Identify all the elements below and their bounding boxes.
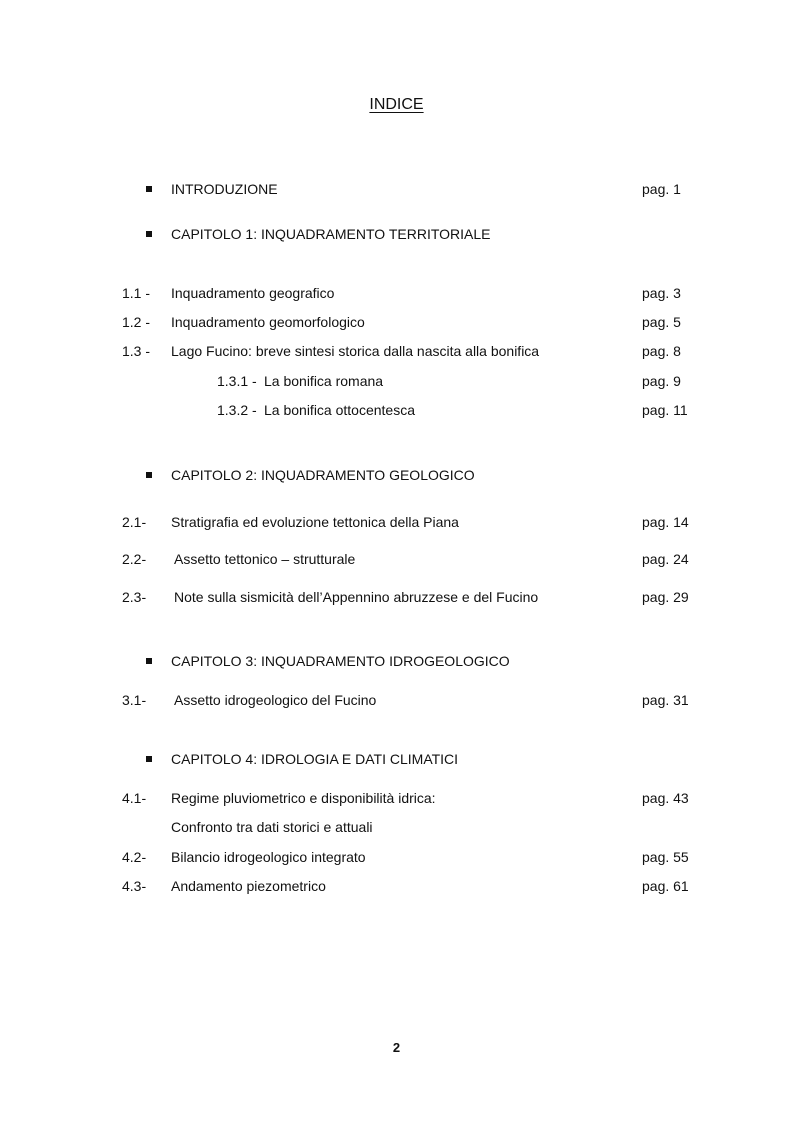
- toc-entry-text: Regime pluviometrico e disponibilità idrica:: [171, 790, 436, 806]
- chapter-heading-text: CAPITOLO 4: IDROLOGIA E DATI CLIMATICI: [171, 751, 459, 767]
- chapter-heading-text: CAPITOLO 3: INQUADRAMENTO IDROGEOLOGICO: [171, 653, 510, 669]
- toc-chapter-heading[interactable]: [0, 749, 793, 769]
- toc-entry-text: Stratigrafia ed evoluzione tettonica della Piana: [171, 514, 459, 530]
- toc-entry[interactable]: [0, 312, 793, 332]
- toc-entry[interactable]: [0, 847, 793, 867]
- toc-entry-number: 1.1 -: [122, 285, 151, 301]
- toc-entry-number: 4.2-: [122, 849, 147, 865]
- bullet-icon: [146, 472, 152, 478]
- toc-entry-text: Lago Fucino: breve sintesi storica dalla nascita alla bonifica: [171, 343, 540, 359]
- toc-entry[interactable]: [0, 341, 793, 361]
- toc-entry-text: Note sulla sismicità dell’Appennino abruzzese e del Fucino: [174, 589, 539, 605]
- toc-entry-text: Assetto tettonico – strutturale: [174, 551, 356, 567]
- toc-page-ref: pag. 14: [642, 514, 689, 530]
- toc-chapter-heading[interactable]: [0, 465, 793, 485]
- bullet-icon: [146, 658, 152, 664]
- toc-entry-text: Inquadramento geomorfologico: [171, 314, 365, 330]
- toc-intro[interactable]: [0, 179, 793, 199]
- toc-entry[interactable]: [0, 587, 793, 607]
- toc-entry-text: INTRODUZIONE: [171, 181, 278, 197]
- toc-entry[interactable]: [0, 283, 793, 303]
- toc-subentry-text: La bonifica ottocentesca: [264, 402, 415, 418]
- toc-entry-number: 1.2 -: [122, 314, 151, 330]
- toc-entry[interactable]: [0, 512, 793, 532]
- toc-page-ref: pag. 61: [642, 878, 689, 894]
- bullet-icon: [146, 231, 152, 237]
- toc-entry-text: Andamento piezometrico: [171, 878, 326, 894]
- toc-entry-text: Inquadramento geografico: [171, 285, 335, 301]
- toc-subentry[interactable]: [0, 400, 793, 420]
- toc-entry-text: Assetto idrogeologico del Fucino: [174, 692, 377, 708]
- toc-entry-number: 3.1-: [122, 692, 147, 708]
- toc-entry-number: 2.1-: [122, 514, 147, 530]
- chapter-heading-text: CAPITOLO 2: INQUADRAMENTO GEOLOGICO: [171, 467, 475, 483]
- toc-page-ref: pag. 1: [642, 181, 681, 197]
- page-title: INDICE: [369, 96, 424, 113]
- toc-subentry[interactable]: [0, 371, 793, 391]
- toc-entry[interactable]: [0, 876, 793, 896]
- toc-page-ref: pag. 11: [642, 402, 688, 418]
- toc-page-ref: pag. 55: [642, 849, 689, 865]
- toc-entry-text: Confronto tra dati storici e attuali: [171, 819, 373, 835]
- chapter-heading-text: CAPITOLO 1: INQUADRAMENTO TERRITORIALE: [171, 226, 491, 242]
- toc-subentry-number: 1.3.2 -: [217, 402, 257, 418]
- toc-entry-number: 4.1-: [122, 790, 147, 806]
- toc-entry-number: 2.3-: [122, 589, 147, 605]
- toc-chapter-heading[interactable]: [0, 224, 793, 244]
- toc-page-ref: pag. 29: [642, 589, 689, 605]
- toc-entry-continuation[interactable]: [0, 817, 793, 837]
- toc-entry[interactable]: [0, 690, 793, 710]
- toc-page-ref: pag. 3: [642, 285, 681, 301]
- toc-page-ref: pag. 9: [642, 373, 681, 389]
- toc-entry[interactable]: [0, 549, 793, 569]
- toc-page-ref: pag. 24: [642, 551, 689, 567]
- toc-page-ref: pag. 31: [642, 692, 689, 708]
- bullet-icon: [146, 186, 152, 192]
- toc-entry[interactable]: [0, 788, 793, 808]
- toc-subentry-number: 1.3.1 -: [217, 373, 257, 389]
- toc-page-ref: pag. 43: [642, 790, 689, 806]
- toc-entry-text: Bilancio idrogeologico integrato: [171, 849, 366, 865]
- toc-entry-number: 4.3-: [122, 878, 147, 894]
- page-number: 2: [392, 1040, 401, 1055]
- bullet-icon: [146, 756, 152, 762]
- toc-subentry-text: La bonifica romana: [264, 373, 384, 389]
- toc-entry-number: 1.3 -: [122, 343, 151, 359]
- toc-page-ref: pag. 5: [642, 314, 681, 330]
- toc-page-ref: pag. 8: [642, 343, 681, 359]
- toc-chapter-heading[interactable]: [0, 651, 793, 671]
- toc-entry-number: 2.2-: [122, 551, 147, 567]
